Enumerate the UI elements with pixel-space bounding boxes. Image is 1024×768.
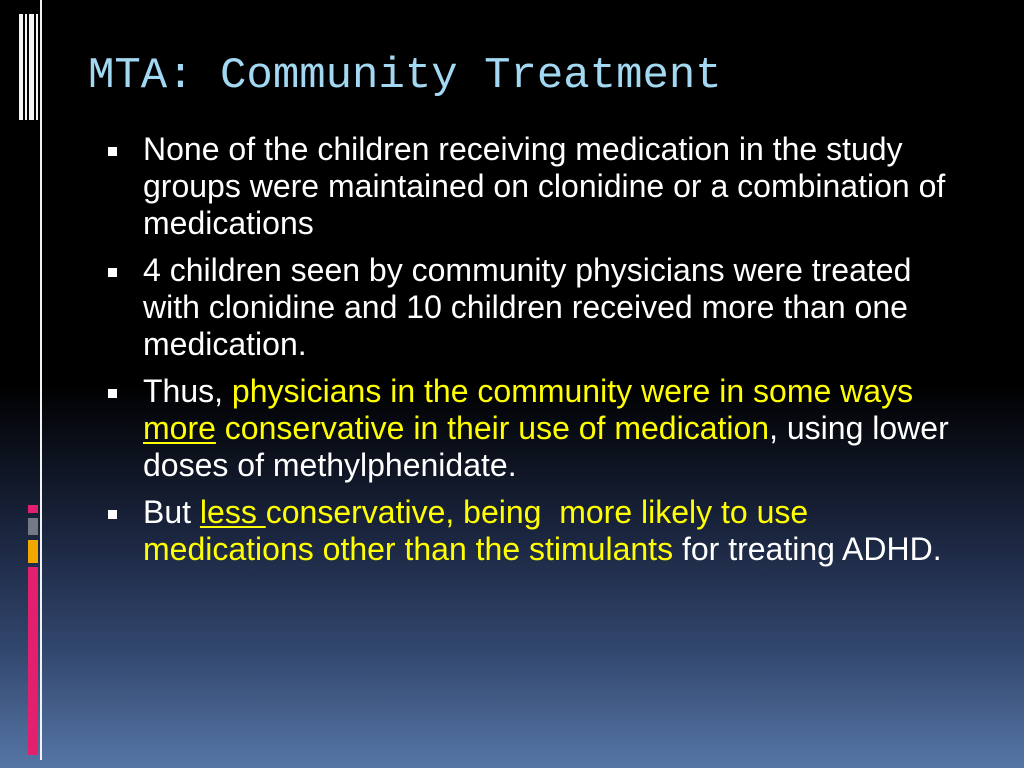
square-bullet-icon bbox=[108, 510, 117, 519]
bullet-line bbox=[143, 252, 1013, 289]
ornament-bar bbox=[19, 14, 23, 120]
text-segment: None of the children receiving medication in the study bbox=[143, 131, 903, 167]
accent-bar-pink-small bbox=[28, 505, 38, 513]
left-vertical-rule bbox=[40, 0, 42, 760]
accent-bar-gray bbox=[28, 518, 38, 535]
bullet-item bbox=[143, 494, 1013, 568]
bullet-line bbox=[143, 410, 1013, 447]
text-segment: Thus, bbox=[143, 373, 232, 409]
highlighted-text-segment: medications other than the stimulants bbox=[143, 531, 674, 567]
ornament-bar bbox=[25, 14, 27, 120]
text-segment: groups were maintained on clonidine or a combination of bbox=[143, 168, 946, 204]
bullet-item bbox=[143, 252, 1013, 363]
bullet-line bbox=[143, 131, 1013, 168]
square-bullet-icon bbox=[108, 389, 117, 398]
text-segment: 4 children seen by community physicians were treated bbox=[143, 252, 912, 288]
bullet-line bbox=[143, 494, 1013, 531]
highlighted-text-segment: conservative, being more likely to use bbox=[265, 494, 809, 530]
text-segment: medication. bbox=[143, 326, 307, 362]
slide-title: MTA: Community Treatment bbox=[88, 51, 722, 101]
text-segment: But bbox=[143, 494, 200, 530]
accent-bar-pink bbox=[28, 567, 38, 755]
highlighted-text-segment: conservative in their use of medication bbox=[215, 410, 770, 446]
bullet-list bbox=[143, 131, 1013, 578]
bullet-line bbox=[143, 447, 1013, 484]
bullet-line bbox=[143, 531, 1013, 568]
text-segment: doses of methylphenidate. bbox=[143, 447, 517, 483]
bullet-line bbox=[143, 205, 1013, 242]
text-segment: with clonidine and 10 children received more than one bbox=[143, 289, 908, 325]
bullet-item bbox=[143, 131, 1013, 242]
underlined-emphasis-segment: more bbox=[143, 410, 216, 446]
accent-bar-orange bbox=[28, 540, 38, 563]
text-segment: medications bbox=[143, 205, 314, 241]
text-segment: , using lower bbox=[769, 410, 949, 446]
bullet-line bbox=[143, 373, 1013, 410]
bullet-line bbox=[143, 168, 1013, 205]
ornament-bar bbox=[29, 14, 34, 120]
bullet-line bbox=[143, 326, 1013, 363]
bullet-item bbox=[143, 373, 1013, 484]
highlighted-text-segment: physicians in the community were in some ways bbox=[231, 373, 914, 409]
ornament-bar bbox=[36, 14, 38, 120]
underlined-emphasis-segment: less bbox=[199, 494, 266, 530]
text-segment: for treating ADHD. bbox=[673, 531, 942, 567]
bullet-line bbox=[143, 289, 1013, 326]
square-bullet-icon bbox=[108, 147, 117, 156]
square-bullet-icon bbox=[108, 268, 117, 277]
